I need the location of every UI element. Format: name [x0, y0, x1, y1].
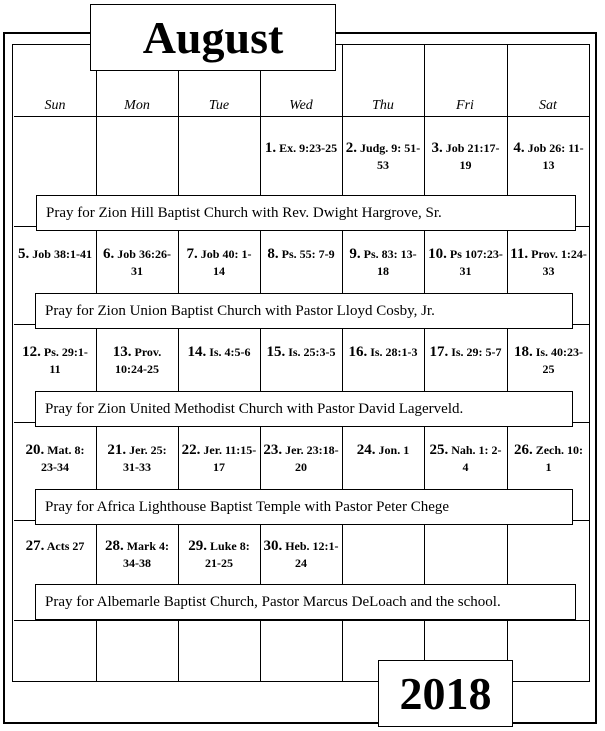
day-number: 10. — [428, 246, 447, 262]
scripture-reference: Ex. 9:23-25 — [279, 141, 338, 155]
day-number: 24. — [356, 442, 376, 458]
day-number: 25. — [429, 442, 449, 458]
scripture-reference: Jer. 23:18-20 — [285, 443, 339, 474]
day-number: 20. — [25, 442, 45, 458]
scripture-reference: Job 40: 1-14 — [200, 247, 252, 278]
scripture-reference: Job 26: 11-13 — [527, 141, 584, 172]
row-divider — [14, 116, 590, 117]
day-cell — [427, 246, 504, 280]
day-number: 27. — [25, 538, 45, 554]
scripture-reference: Jer. 25: 31-33 — [123, 443, 167, 474]
scripture-reference: Prov. 10:24-25 — [115, 345, 162, 376]
weekday-fri: Fri — [456, 98, 474, 113]
day-number: 4. — [513, 140, 525, 156]
day-cell — [181, 538, 257, 572]
scripture-reference: Jer. 11:15-17 — [203, 443, 257, 474]
day-number: 6. — [103, 246, 115, 262]
day-number: 17. — [429, 344, 449, 360]
scripture-reference: Is. 4:5-6 — [209, 345, 251, 359]
day-cell — [263, 246, 339, 263]
scripture-reference: Ps 107:23-31 — [449, 247, 503, 278]
weekday-sat: Sat — [539, 98, 557, 113]
day-cell — [345, 344, 421, 361]
day-number: 9. — [349, 246, 361, 262]
day-number: 22. — [181, 442, 201, 458]
day-number: 16. — [348, 344, 368, 360]
day-number: 18. — [513, 344, 533, 360]
day-cell — [263, 344, 339, 361]
day-number: 26. — [513, 442, 533, 458]
day-number: 30. — [263, 538, 283, 554]
day-cell — [345, 246, 421, 280]
day-cell — [263, 140, 339, 157]
day-cell — [17, 538, 93, 555]
prayer-banner: Pray for Zion Hill Baptist Church with Rev. Dwight Hargrove, Sr. — [36, 195, 576, 231]
scripture-reference: Mat. 8: 23-34 — [41, 443, 85, 474]
weekday-sun: Sun — [44, 98, 66, 113]
day-number: 5. — [18, 246, 30, 262]
weekday-wed: Wed — [289, 98, 313, 113]
scripture-reference: Jon. 1 — [378, 443, 410, 457]
scripture-reference: Mark 4: 34-38 — [123, 539, 170, 570]
scripture-reference: Zech. 10: 1 — [535, 443, 584, 474]
scripture-reference: Job 38:1-41 — [32, 247, 92, 261]
day-number: 14. — [187, 344, 207, 360]
day-number: 12. — [22, 344, 41, 360]
month-title: August — [90, 4, 336, 71]
scripture-reference: Ps. 29:1-11 — [43, 345, 88, 376]
day-cell — [510, 246, 587, 280]
scripture-reference: Prov. 1:24-33 — [531, 247, 587, 278]
day-cell — [510, 442, 587, 476]
day-cell — [99, 538, 175, 572]
day-cell — [345, 442, 421, 459]
prayer-banner: Pray for Zion United Methodist Church with Pastor David Lagerveld. — [35, 391, 573, 427]
day-number: 1. — [264, 140, 277, 156]
day-number: 29. — [188, 538, 208, 554]
row-divider — [14, 620, 590, 621]
day-number: 13. — [112, 344, 132, 360]
day-cell — [263, 538, 339, 572]
day-cell — [263, 442, 339, 476]
scripture-reference: Job 21:17-19 — [445, 141, 500, 172]
day-cell — [181, 344, 257, 361]
prayer-banner: Pray for Zion Union Baptist Church with Pastor Lloyd Cosby, Jr. — [35, 293, 573, 329]
day-cell — [17, 246, 93, 263]
day-cell — [17, 344, 93, 378]
day-cell — [427, 140, 504, 174]
day-cell — [510, 140, 587, 174]
scripture-reference: Judg. 9: 51-53 — [359, 141, 421, 172]
day-number: 7. — [186, 246, 198, 262]
weekday-thu: Thu — [372, 98, 394, 113]
day-number: 2. — [345, 140, 357, 156]
scripture-reference: Is. 29: 5-7 — [451, 345, 502, 359]
day-cell — [427, 344, 504, 361]
day-number: 28. — [104, 538, 124, 554]
day-number: 8. — [267, 246, 279, 262]
scripture-reference: Nah. 1: 2-4 — [451, 443, 502, 474]
scripture-reference: Luke 8: 21-25 — [205, 539, 250, 570]
scripture-reference: Acts 27 — [46, 539, 85, 553]
day-number: 21. — [107, 442, 127, 458]
day-cell — [345, 140, 421, 174]
day-number: 23. — [263, 442, 283, 458]
day-cell — [427, 442, 504, 476]
day-cell — [99, 246, 175, 280]
scripture-reference: Heb. 12:1-24 — [285, 539, 339, 570]
day-number: 3. — [431, 140, 443, 156]
weekday-tue: Tue — [208, 98, 230, 113]
day-cell — [510, 344, 587, 378]
scripture-reference: Is. 25:3-5 — [288, 345, 336, 359]
scripture-reference: Ps. 83: 13-18 — [363, 247, 417, 278]
day-cell — [181, 442, 257, 476]
year-title: 2018 — [378, 660, 513, 727]
day-cell — [99, 442, 175, 476]
scripture-reference: Job 36:26-31 — [117, 247, 171, 278]
scripture-reference: Is. 40:23-25 — [535, 345, 584, 376]
scripture-reference: Is. 28:1-3 — [370, 345, 418, 359]
prayer-banner: Pray for Africa Lighthouse Baptist Temple with Pastor Peter Chege — [35, 489, 573, 525]
weekday-mon: Mon — [124, 98, 150, 113]
day-cell — [99, 344, 175, 378]
prayer-banner: Pray for Albemarle Baptist Church, Pastor Marcus DeLoach and the school. — [35, 584, 576, 620]
scripture-reference: Ps. 55: 7-9 — [281, 247, 335, 261]
day-number: 11. — [510, 246, 529, 262]
day-cell — [181, 246, 257, 280]
day-cell — [17, 442, 93, 476]
day-number: 15. — [266, 344, 286, 360]
